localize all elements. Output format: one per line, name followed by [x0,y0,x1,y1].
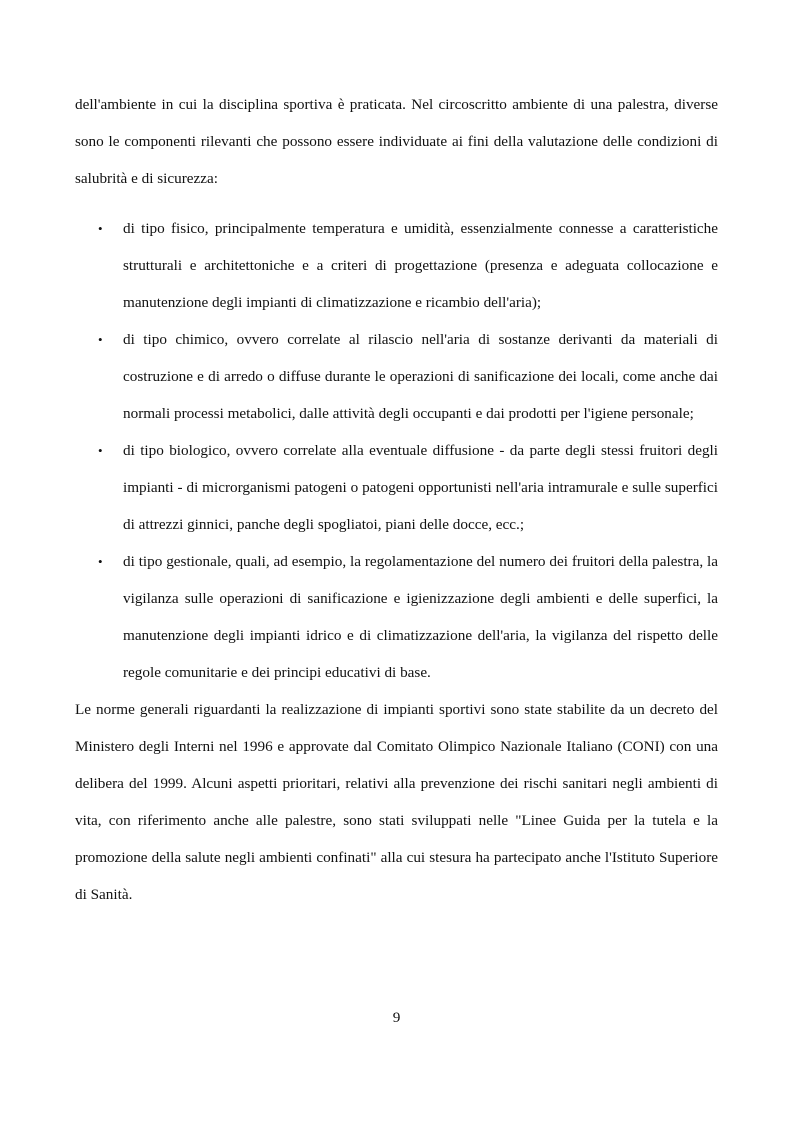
list-item [98,543,718,691]
bullet-icon: • [98,332,103,347]
list-item-text: di tipo gestionale, quali, ad esempio, la regolamentazione del numero dei fruitori della palestra, la vigilanza sulle operazioni di sanificazione e igienizzazione degli ambienti e delle superfici, la manutenzione degli impianti idrico e di climatizzazione dell'aria, la vigilanza del rispetto delle regole comunitarie e dei principi educativi di base. [123,553,718,681]
list-item [98,210,718,321]
list-item-text: di tipo fisico, principalmente temperatura e umidità, essenzialmente connesse a caratteristiche strutturali e architettoniche e a criteri di progettazione (presenza e adeguata collocazione e manutenzione degli impianti di climatizzazione e ricambio dell'aria); [123,220,718,311]
risk-components-list [75,210,718,691]
bullet-icon: • [98,554,103,569]
list-item [98,432,718,543]
document-body [75,86,718,913]
bullet-icon: • [98,221,103,236]
list-item-text: di tipo biologico, ovvero correlate alla eventuale diffusione - da parte degli stessi fruitori degli impianti - di microrganismi patogeni o patogeni opportunisti nell'aria intramurale e sulle superfici di attrezzi ginnici, panche degli spogliatoi, piani delle docce, ecc.; [123,442,718,533]
list-item-text: di tipo chimico, ovvero correlate al rilascio nell'aria di sostanze derivanti da materiali di costruzione e di arredo o diffuse durante le operazioni di sanificazione dei locali, come anche dai normali processi metabolici, dalle attività degli occupanti e dai prodotti per l'igiene personale; [123,331,718,422]
list-item [98,321,718,432]
bullet-icon: • [98,443,103,458]
page-number: 9 [392,1009,401,1026]
closing-paragraph: Le norme generali riguardanti la realizzazione di impianti sportivi sono state stabilite da un decreto del Ministero degli Interni nel 1996 e approvate dal Comitato Olimpico Nazionale Italiano (CONI) con una delibera del 1999. Alcuni aspetti prioritari, relativi alla prevenzione dei rischi sanitari negli ambienti di vita, con riferimento anche alle palestre, sono stati sviluppati nelle "Linee Guida per la tutela e la promozione della salute negli ambienti confinati" alla cui stesura ha partecipato anche l'Istituto Superiore di Sanità. [75,701,718,903]
intro-paragraph: dell'ambiente in cui la disciplina sportiva è praticata. Nel circoscritto ambiente di una palestra, diverse sono le componenti rilevanti che possono essere individuate ai fini della valutazione delle condizioni di salubrità e di sicurezza: [75,96,718,187]
